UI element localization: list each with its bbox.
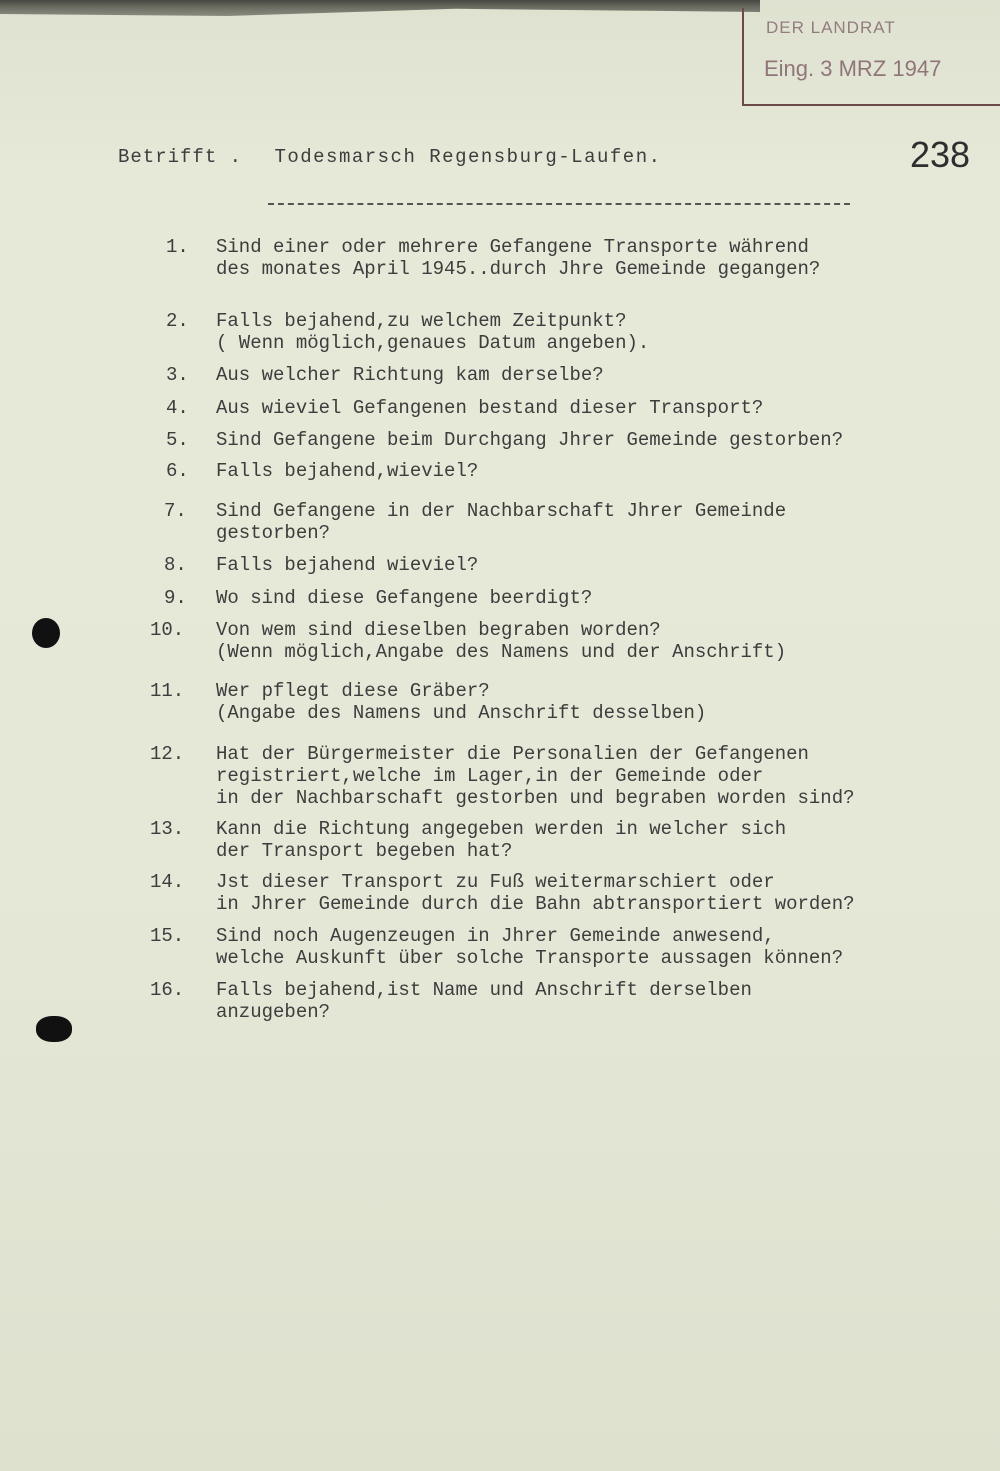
question-text [216, 619, 786, 663]
question-text [216, 397, 763, 419]
question-number: 13. [150, 818, 185, 840]
question-number: 7. [164, 500, 187, 522]
question-text-line: Wo sind diese Gefangene beerdigt? [216, 587, 593, 609]
question-number: 4. [166, 397, 189, 419]
question-number: 3. [166, 364, 189, 386]
stamp-received-date: Eing. 3 MRZ 1947 [764, 56, 942, 81]
question-text-line: gestorben? [216, 522, 331, 544]
question-text-line: ( Wenn möglich,genaues Datum angeben). [216, 332, 650, 354]
question-text [216, 979, 752, 1023]
question-text-line: (Wenn möglich,Angabe des Namens und der Anschrift) [216, 641, 787, 663]
question-text-line: Aus welcher Richtung kam derselbe? [216, 364, 604, 386]
question-text-line: Sind Gefangene in der Nachbarschaft Jhrer Gemeinde [216, 500, 787, 522]
question-text [216, 587, 592, 609]
hole-punch-mark [32, 618, 60, 648]
question-text-line: welche Auskunft über solche Transporte aussagen können? [216, 947, 844, 969]
question-text-line: Aus wieviel Gefangenen bestand dieser Transport? [216, 397, 764, 419]
question-text [216, 236, 820, 280]
question-text-line: Hat der Bürgermeister die Personalien der Gefangenen [216, 743, 809, 765]
subject-label: Betrifft . [118, 146, 243, 168]
question-text-line: Falls bejahend,ist Name und Anschrift derselben [216, 979, 752, 1001]
question-number: 15. [150, 925, 185, 947]
question-text [216, 871, 855, 915]
question-text-line: Sind Gefangene beim Durchgang Jhrer Gemeinde gestorben? [216, 429, 844, 451]
question-text-line: anzugeben? [216, 1001, 331, 1023]
question-text-line: Falls bejahend,zu welchem Zeitpunkt? [216, 310, 627, 332]
question-text [216, 743, 855, 809]
question-text [216, 310, 649, 354]
question-number: 6. [166, 460, 189, 482]
question-text [216, 925, 843, 969]
question-text-line: Kann die Richtung angegeben werden in welcher sich [216, 818, 787, 840]
question-text [216, 460, 478, 482]
question-number: 10. [150, 619, 185, 641]
question-text-line: Sind einer oder mehrere Gefangene Transporte während [216, 236, 809, 258]
question-text-line: des monates April 1945..durch Jhre Gemeinde gegangen? [216, 258, 821, 280]
question-number: 9. [164, 587, 187, 609]
question-text-line: (Angabe des Namens und Anschrift desselben) [216, 702, 707, 724]
question-number: 1. [166, 236, 189, 258]
question-number: 12. [150, 743, 185, 765]
question-text-line: in Jhrer Gemeinde durch die Bahn abtransportiert worden? [216, 893, 855, 915]
receipt-stamp [742, 8, 1000, 106]
question-number: 2. [166, 310, 189, 332]
question-text-line: Wer pflegt diese Gräber? [216, 680, 490, 702]
question-text-line: Von wem sind dieselben begraben worden? [216, 619, 661, 641]
question-number: 5. [166, 429, 189, 451]
question-text-line: registriert,welche im Lager,in der Gemeinde oder [216, 765, 764, 787]
question-number: 8. [164, 554, 187, 576]
question-text [216, 680, 706, 724]
question-number: 11. [150, 680, 185, 702]
question-text-line: Jst dieser Transport zu Fuß weitermarschiert oder [216, 871, 775, 893]
page-number: 238 [910, 134, 971, 175]
dashed-divider [268, 203, 850, 205]
question-text [216, 429, 843, 451]
stamp-authority: DER LANDRAT [766, 18, 896, 37]
question-number: 16. [150, 979, 185, 1001]
question-text-line: Falls bejahend wieviel? [216, 554, 479, 576]
question-text [216, 554, 478, 576]
question-text-line: der Transport begeben hat? [216, 840, 513, 862]
question-text-line: in der Nachbarschaft gestorben und begraben worden sind? [216, 787, 855, 809]
question-text-line: Falls bejahend,wieviel? [216, 460, 479, 482]
question-number: 14. [150, 871, 185, 893]
question-text-line: Sind noch Augenzeugen in Jhrer Gemeinde anwesend, [216, 925, 775, 947]
question-text [216, 364, 604, 386]
question-text [216, 500, 786, 544]
subject-line [118, 146, 662, 168]
question-text [216, 818, 786, 862]
hole-punch-mark [36, 1016, 72, 1042]
subject-text: Todesmarsch Regensburg-Laufen. [274, 146, 662, 168]
